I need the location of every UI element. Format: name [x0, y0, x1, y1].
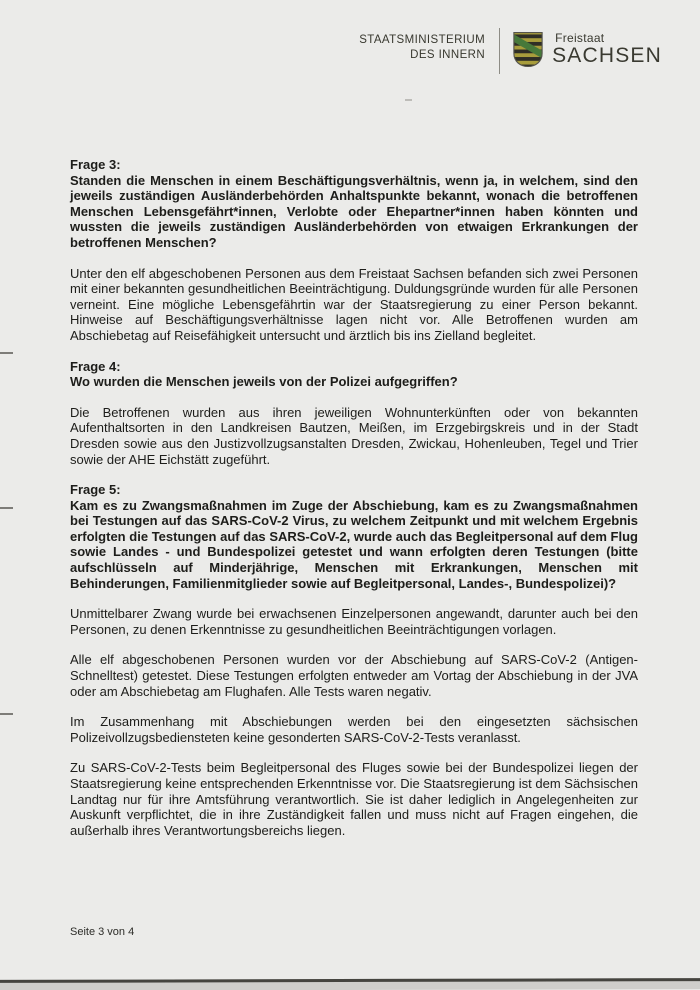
question-text: Wo wurden die Menschen jeweils von der Polizei aufgegriffen? — [70, 374, 458, 390]
fold-mark — [0, 352, 13, 354]
answer-paragraph: Im Zusammenhang mit Abschiebungen werden bei den eingesetzten sächsischen Polizeivollzugsbediensteten keine gesonderten SARS-CoV-2-Tests veranlasst. — [70, 714, 638, 745]
question-text: Kam es zu Zwangsmaßnahmen im Zuge der Abschiebung, kam es zu Zwangsmaßnahmen bei Testungen auf das SARS-CoV-2 Virus, zu welchem Zeitpunkt und mit welchem Ergebnis erfolgten die Testungen auf das SARS-CoV-2, wurde auch das Begleitpersonal auf dem Flug sowie Landes - und Bundespolizei getestet und wann erfolgten deren Testungen (bitte aufschlüsseln auf Minderjährige, Menschen mit Erkrankungen, Menschen mit Behinderungen, Familienmitglieder sowie auf Begleitpersonal, Landes-, Bundespolizei)? — [70, 497, 638, 591]
answer-paragraph: Unmittelbarer Zwang wurde bei erwachsenen Einzelpersonen angewandt, darunter auch bei den Personen, zu denen Erkenntnisse zu gesundheitlichen Beeinträchtigungen vorlagen. — [70, 606, 638, 637]
state-name: SACHSEN — [552, 44, 662, 67]
ministry-line-1: STAATSMINISTERIUM — [359, 34, 486, 46]
question-heading: Frage 4: — [70, 358, 121, 374]
state-prefix: Freistaat — [555, 31, 605, 45]
ministry-line-2: DES INNERN — [410, 49, 486, 61]
question-heading: Frage 5: — [70, 482, 121, 498]
saxony-coat-of-arms-icon — [512, 30, 544, 69]
answer-paragraph: Alle elf abgeschobenen Personen wurden vor der Abschiebung auf SARS-CoV-2 (Antigen-Schnelltest) getestet. Diese Testungen erfolgten entweder am Vortag der Abschiebung in der JVA oder am Abschiebetag am Flughafen. Alle Tests waren negativ. — [70, 652, 638, 699]
section-frage-5 — [70, 482, 638, 838]
section-frage-4 — [70, 359, 638, 468]
ministry-name — [359, 33, 485, 63]
state-brand — [552, 31, 662, 67]
question-heading: Frage 3: — [70, 157, 121, 172]
answer-paragraph: Unter den elf abgeschobenen Personen aus dem Freistaat Sachsen befanden sich zwei Personen mit einer bekannten gesundheitlichen Beeinträchtigung. Duldungsgründe wurden für alle Personen verneint. Eine mögliche Lebensgefährtin war der Staatsregierung zu einer Person bekannt. Hinweise auf Beschäftigungsverhältnisse lagen nicht vor. Alle Betroffenen wurden am Abschiebetag auf Reisefähigkeit untersucht und ärztlich bis ins Zielland begleitet. — [70, 265, 638, 343]
page-number: Seite 3 von 4 — [70, 926, 135, 938]
answer-paragraph: Zu SARS-CoV-2-Tests beim Begleitpersonal des Fluges sowie bei der Bundespolizei liegen der Staatsregierung keine entsprechenden Erkenntnisse vor. Die Staatsregierung ist dem Sächsischen Landtag nur für ihre Amtsführung verantwortlich. Sie ist daher lediglich in Angelegenheiten zur Auskunft verpflichtet, die in ihre Zuständigkeit fallen und muss nicht auf Fragen eingehen, die außerhalb ihres Verantwortungsbereichs liegen. — [70, 760, 638, 838]
section-frage-3 — [70, 157, 638, 344]
question-text: Standen die Menschen in einem Beschäftigungsverhältnis, wenn ja, in welchem, sind den jeweils zuständigen Ausländerbehörden Anhaltspunkte bekannt, wonach die betroffenen Menschen Lebensgefährt*innen, Verlobte oder Ehepartner*innen haben könnten und wussten die jeweils zuständigen Ausländerbehörden von etwaigen Erkrankungen der betroffenen Menschen? — [70, 172, 638, 250]
header — [359, 28, 662, 74]
document-body — [70, 157, 638, 838]
fold-mark — [0, 507, 13, 509]
answer-paragraph: Die Betroffenen wurden aus ihren jeweiligen Wohnunterkünften oder von bekannten Aufenthaltsorten in den Landkreisen Bautzen, Meißen, im Erzgebirgskreis und in der Stadt Dresden sowie aus den Justizvollzugsanstalten Dresden, Zwickau, Hohenleuben, Tegel und Trier sowie der AHE Eichstätt zugeführt. — [70, 404, 638, 467]
header-divider — [499, 28, 500, 74]
fold-mark — [0, 713, 13, 715]
scan-bottom-edge — [0, 978, 700, 990]
scan-speck — [405, 99, 412, 101]
